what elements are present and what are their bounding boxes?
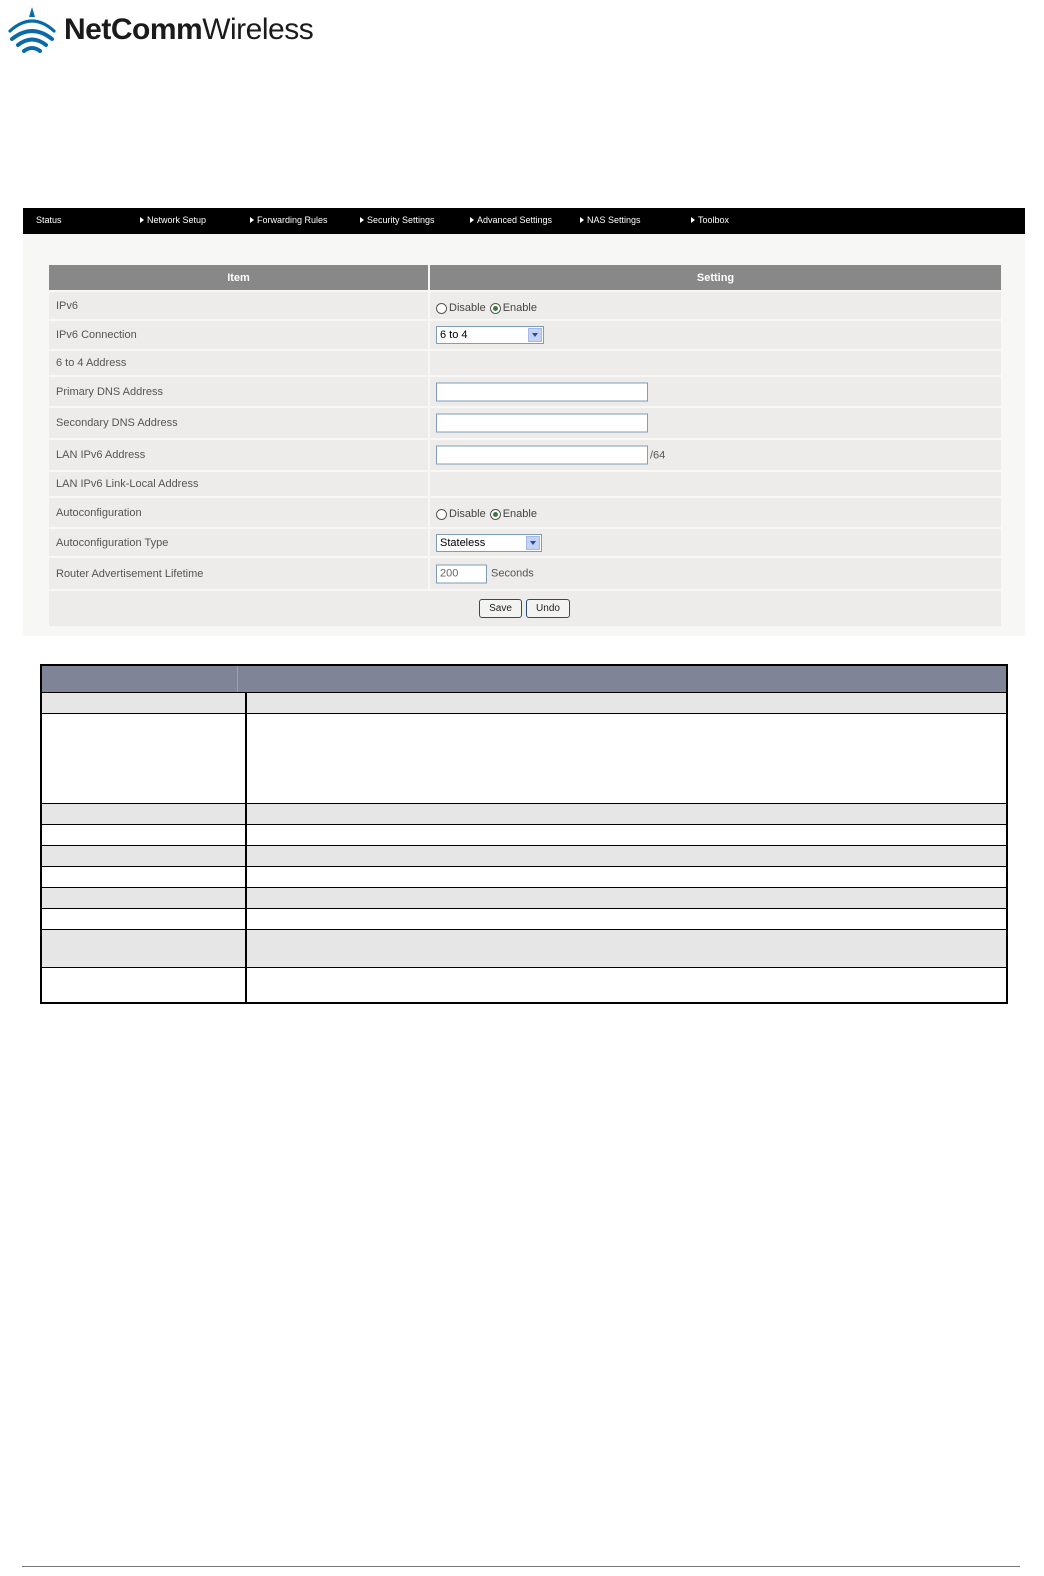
table-row [42, 930, 1006, 967]
reference-table [40, 664, 1008, 1004]
nav-toolbox[interactable] [691, 215, 729, 225]
autoconfiguration-label: Autoconfiguration [56, 506, 142, 519]
arrow-right-icon [580, 217, 584, 223]
ipv6-disable-label: Disable [449, 302, 486, 314]
nav-nas-settings-label: NAS Settings [587, 215, 641, 225]
row-lan-linklocal-setting [430, 472, 1001, 496]
6to4-address-label: 6 to 4 Address [56, 357, 127, 369]
secondary-dns-label: Secondary DNS Address [56, 417, 178, 429]
row-autoconfiguration-type [49, 529, 1001, 556]
undo-button[interactable] [526, 599, 570, 618]
table-cell [42, 888, 247, 908]
row-6to4-address-setting [430, 351, 1001, 375]
undo-button-label: Undo [536, 603, 560, 614]
reference-table-header [42, 666, 1006, 692]
header-item-label: Item [227, 271, 250, 284]
lan-ipv6-address-label: LAN IPv6 Address [56, 449, 146, 461]
nav-forwarding-rules[interactable] [250, 215, 328, 225]
nav-network-setup-label: Network Setup [147, 215, 207, 225]
prefix-length-suffix: /64 [650, 449, 666, 461]
row-autoconfiguration-setting [430, 498, 1001, 527]
autoconf-enable-label: Enable [502, 508, 537, 520]
table-row [42, 888, 1006, 908]
ra-lifetime-input[interactable] [436, 564, 487, 583]
nav-network-setup[interactable] [140, 215, 206, 225]
save-button-label: Save [489, 603, 512, 614]
header-setting [430, 265, 1001, 290]
arrow-right-icon [360, 217, 364, 223]
row-ipv6-setting [430, 292, 1001, 319]
save-button[interactable] [479, 599, 522, 618]
table-cell [42, 909, 247, 929]
nav-toolbox-label: Toolbox [698, 215, 730, 225]
arrow-right-icon [470, 217, 474, 223]
lan-ipv6-address-input[interactable] [436, 446, 648, 465]
header-setting-label: Setting [696, 271, 735, 284]
row-ipv6-item [49, 292, 428, 319]
nav-forwarding-rules-label: Forwarding Rules [257, 215, 328, 225]
row-ipv6-connection-item [49, 321, 428, 349]
row-secondary-dns-setting [430, 408, 1001, 438]
netcomm-logo [6, 4, 313, 56]
table-row [42, 825, 1006, 845]
ra-lifetime-label: Router Advertisement Lifetime [56, 567, 204, 580]
autoconfiguration-type-value: Stateless [440, 536, 486, 549]
primary-dns-label: Primary DNS Address [56, 385, 163, 398]
nav-nas-settings[interactable] [580, 215, 641, 225]
row-lan-ipv6-address-item [49, 440, 428, 470]
chevron-down-icon [528, 328, 542, 342]
reference-header-col1 [42, 666, 238, 692]
brand-name-thin: Wireless [202, 13, 314, 46]
brand-name-bold: NetComm [64, 13, 203, 46]
ra-lifetime-unit: Seconds [491, 567, 534, 580]
row-secondary-dns [49, 408, 1001, 438]
row-lan-linklocal-item [49, 472, 428, 496]
button-row [49, 591, 1001, 626]
row-6to4-address-item [49, 351, 428, 375]
table-cell [42, 846, 247, 866]
row-primary-dns-setting [430, 377, 1001, 406]
row-ra-lifetime-setting [430, 558, 1001, 589]
autoconfiguration-type-select[interactable] [436, 534, 542, 552]
autoconfiguration-type-label: Autoconfiguration Type [56, 536, 169, 549]
table-row [42, 846, 1006, 866]
row-secondary-dns-item [49, 408, 428, 438]
row-ipv6 [49, 292, 1001, 319]
nav-advanced-settings[interactable] [470, 215, 552, 225]
autoconf-enable-radio[interactable] [490, 509, 501, 520]
table-cell [42, 867, 247, 887]
table-header [49, 265, 1001, 290]
row-primary-dns-item [49, 377, 428, 406]
row-ipv6-connection-setting [430, 321, 1001, 349]
table-row [42, 804, 1006, 824]
footer-divider [22, 1566, 1020, 1567]
arrow-right-icon [250, 217, 254, 223]
nav-status[interactable] [36, 215, 62, 225]
row-autoconfiguration-item [49, 498, 428, 527]
nav-status-label: Status [36, 215, 62, 225]
table-row [42, 909, 1006, 929]
row-lan-ipv6-address-setting [430, 440, 1001, 470]
table-row [42, 867, 1006, 887]
row-ipv6-connection [49, 321, 1001, 349]
row-autoconfiguration [49, 498, 1001, 527]
ipv6-label: IPv6 [56, 299, 79, 312]
ipv6-enable-radio[interactable] [490, 303, 501, 314]
wireless-signal-icon [6, 5, 58, 55]
ipv6-enable-label: Enable [502, 302, 537, 314]
nav-security-settings[interactable] [360, 215, 435, 225]
nav-advanced-settings-label: Advanced Settings [477, 215, 553, 225]
secondary-dns-input[interactable] [436, 414, 648, 433]
table-cell [42, 714, 247, 803]
ipv6-disable-radio[interactable] [436, 303, 447, 314]
row-autoconfiguration-type-setting [430, 529, 1001, 556]
table-cell [42, 804, 247, 824]
row-lan-ipv6-address [49, 440, 1001, 470]
row-autoconfiguration-type-item [49, 529, 428, 556]
ipv6-connection-select[interactable] [436, 326, 544, 344]
header-item [49, 265, 428, 290]
table-row [42, 968, 1006, 1002]
chevron-down-icon [526, 536, 540, 550]
ipv6-connection-value: 6 to 4 [440, 329, 468, 341]
table-row [42, 693, 1006, 713]
table-cell [42, 693, 247, 713]
brand-name [64, 15, 313, 45]
arrow-right-icon [691, 217, 695, 223]
nav-security-settings-label: Security Settings [367, 215, 435, 225]
top-nav-bar [23, 208, 1025, 234]
row-primary-dns [49, 377, 1001, 406]
table-row [42, 714, 1006, 803]
autoconf-disable-radio[interactable] [436, 509, 447, 520]
ipv6-connection-label: IPv6 Connection [56, 329, 137, 341]
arrow-right-icon [140, 217, 144, 223]
autoconf-disable-label: Disable [449, 508, 486, 520]
primary-dns-input[interactable] [436, 382, 648, 401]
row-6to4-address [49, 351, 1001, 375]
table-cell [42, 930, 247, 967]
table-cell [42, 968, 247, 1002]
row-ra-lifetime-item [49, 558, 428, 589]
table-cell [42, 825, 247, 845]
row-lan-linklocal [49, 472, 1001, 496]
row-ra-lifetime [49, 558, 1001, 589]
lan-linklocal-label: LAN IPv6 Link-Local Address [56, 478, 199, 490]
